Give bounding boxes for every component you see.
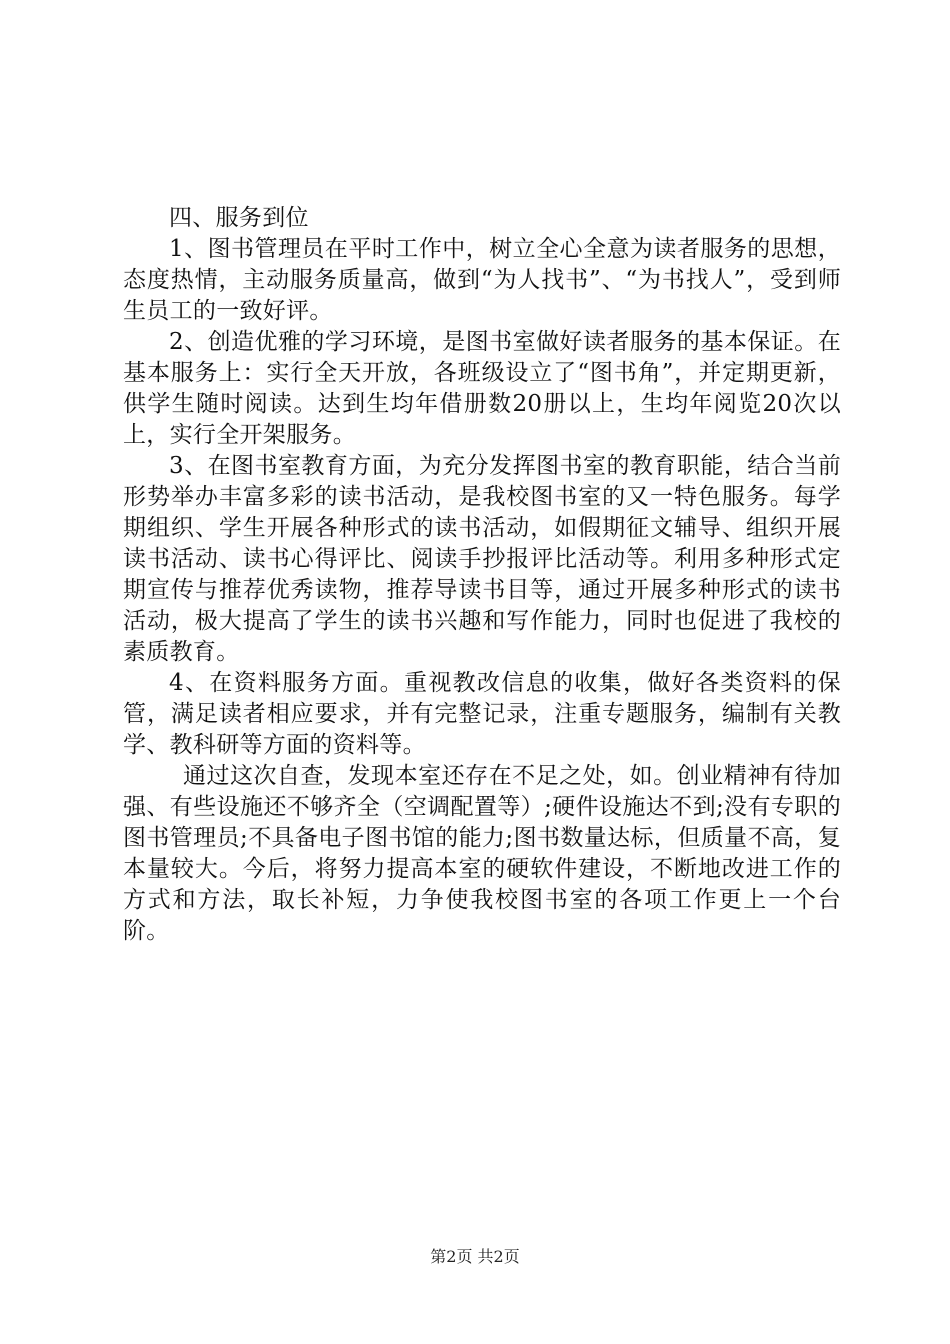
section-heading: 四、服务到位 bbox=[169, 205, 309, 231]
page-footer bbox=[0, 1244, 950, 1267]
paragraph-1: 1、图书管理员在平时工作中，树立全心全意为读者服务的思想，态度热情，主动服务质量高，做到“为人找书”、“为书找人”，受到师生员工的一致好评。 bbox=[123, 236, 841, 324]
paragraph-4: 4、在资料服务方面。重视教改信息的收集，做好各类资料的保管，满足读者相应要求，并有完整记录，注重专题服务，编制有关教学、教科研等方面的资料等。 bbox=[123, 670, 841, 758]
page-indicator: 第2页 共2页 bbox=[430, 1247, 520, 1266]
paragraph-2: 2、创造优雅的学习环境，是图书室做好读者服务的基本保证。在基本服务上：实行全天开放，各班级设立了“图书角”，并定期更新，供学生随时阅读。达到生均年借册数20册以上，生均年阅览20次以上，实行全开架服务。 bbox=[123, 329, 841, 448]
closing-paragraph: 通过这次自查，发现本室还存在不足之处，如。创业精神有待加强、有些设施还不够齐全（空调配置等）;硬件设施达不到;没有专职的图书管理员;不具备电子图书馆的能力;图书数量达标，但质量不高，复本量较大。今后，将努力提高本室的硬软件建设，不断地改进工作的方式和方法，取长补短，力争使我校图书室的各项工作更上一个台阶。 bbox=[123, 763, 841, 944]
paragraph-3: 3、在图书室教育方面，为充分发挥图书室的教育职能，结合当前形势举办丰富多彩的读书活动，是我校图书室的又一特色服务。每学期组织、学生开展各种形式的读书活动，如假期征文辅导、组织开展读书活动、读书心得评比、阅读手抄报评比活动等。利用多种形式定期宣传与推荐优秀读物，推荐导读书目等，通过开展多种形式的读书活动，极大提高了学生的读书兴趣和写作能力，同时也促进了我校的素质教育。 bbox=[123, 453, 841, 665]
document-body bbox=[123, 203, 841, 947]
